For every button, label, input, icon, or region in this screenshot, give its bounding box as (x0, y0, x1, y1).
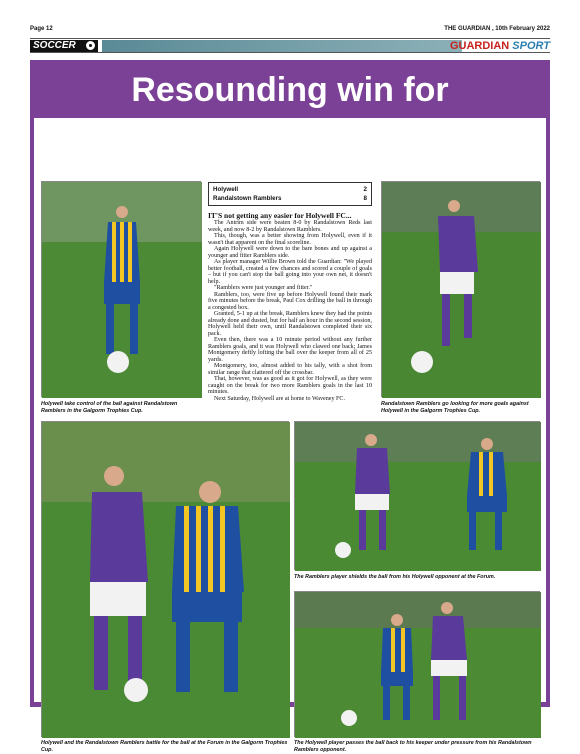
brand-guardian: GUARDIAN (449, 40, 510, 52)
photo-battle-for-ball (41, 421, 289, 737)
caption-photo5: The Holywell player passes the ball back to his keeper under pressure from his Randalstown Ramblers opponent. (294, 740, 532, 753)
score-row (213, 194, 367, 203)
photo-holywell-control (41, 181, 201, 397)
caption-photo3: Holywell and the Randalstown Ramblers battle for the ball at the Forum in the Galgorm Trophies Cup. (41, 740, 288, 753)
publication-date: THE GUARDIAN , 10th February 2022 (444, 26, 550, 32)
score-row (213, 185, 367, 194)
article-paragraph: That, however, was as good as it got for Holywell, as they were caught on the break for two more Ramblers goals in the last 10 minutes. (208, 376, 372, 395)
headline: Resounding win for (131, 71, 449, 109)
team-score: 8 (363, 195, 367, 202)
brand-sport: SPORT (512, 40, 550, 52)
story-body (34, 118, 546, 753)
team-score: 2 (363, 186, 367, 193)
article-paragraph: This, though, was a better showing from Holywell, even if it wasn't that apparent on the final scoreline. (208, 233, 372, 246)
section-label: SOCCER (33, 40, 76, 51)
scoreboard (208, 182, 372, 206)
story-frame (30, 60, 550, 753)
caption-photo1: Holywell take control of the ball against Randalstown Ramblers in the Galgorm Trophies Cup. (41, 401, 178, 414)
page-header-line (30, 26, 550, 36)
page-number: Page 12 (30, 26, 53, 32)
photo-ramblers-shield (294, 421, 540, 570)
article-paragraph: Next Saturday, Holywell are at home to Waveney FC. (214, 395, 345, 402)
photo-pass-back (294, 591, 540, 737)
team-name: Randalstown Ramblers (213, 195, 282, 202)
article-paragraph: "Ramblers were just younger and fitter." (214, 285, 313, 291)
article-paragraph: Even then, there was a 10 minute period without any further Ramblers goals, and it was Holywell who clawed one back; James Montgomery deftly lofting the ball over the keeper from all of 25 yards. (208, 337, 372, 363)
article-paragraph: Montgomery, too, almost added to his tally, with a shot from similar range that clattered off the crossbar. (208, 363, 372, 376)
article-lead: IT'S not getting any easier for Holywell FC... (208, 211, 352, 220)
section-bar (30, 38, 550, 53)
article-paragraph: The Antrim side were beaten 8-0 by Randalstown Reds last week, and now 8-2 by Randalstown Ramblers. (208, 220, 372, 233)
article-paragraph: As player manager Willie Brown told the Guardian: "We played better football, created a few chances and scored a couple of goals – but if you can't stop the ball going into your own net, it doesn't help. (208, 259, 372, 285)
caption-photo2: Randalstown Ramblers go looking for more goals against Holywell in the Galgorm Trophies Cup. (381, 401, 529, 414)
article-paragraph: Again Holywell were down to the bare bones and up against a younger and fitter Ramblers side. (208, 246, 372, 259)
caption-photo4: The Ramblers player shields the ball from his Holywell opponent at the Forum. (294, 574, 496, 580)
team-name: Holywell (213, 186, 239, 193)
article-paragraph: Ramblers, too, were five up before Holywell found their mark five minutes before the break, Paul Cox drilling the ball in through a congested box. (208, 291, 372, 311)
article-paragraph: Granted, 5-1 up at the break, Ramblers knew they had the points already done and dusted, but for half an hour in the second session, Holywell held their own, until Randalstown completed their six pack. (208, 311, 372, 337)
football-icon (86, 41, 95, 50)
section-stripe (102, 40, 462, 52)
photo-ramblers-attack (381, 181, 540, 397)
brand-logo (450, 39, 550, 53)
